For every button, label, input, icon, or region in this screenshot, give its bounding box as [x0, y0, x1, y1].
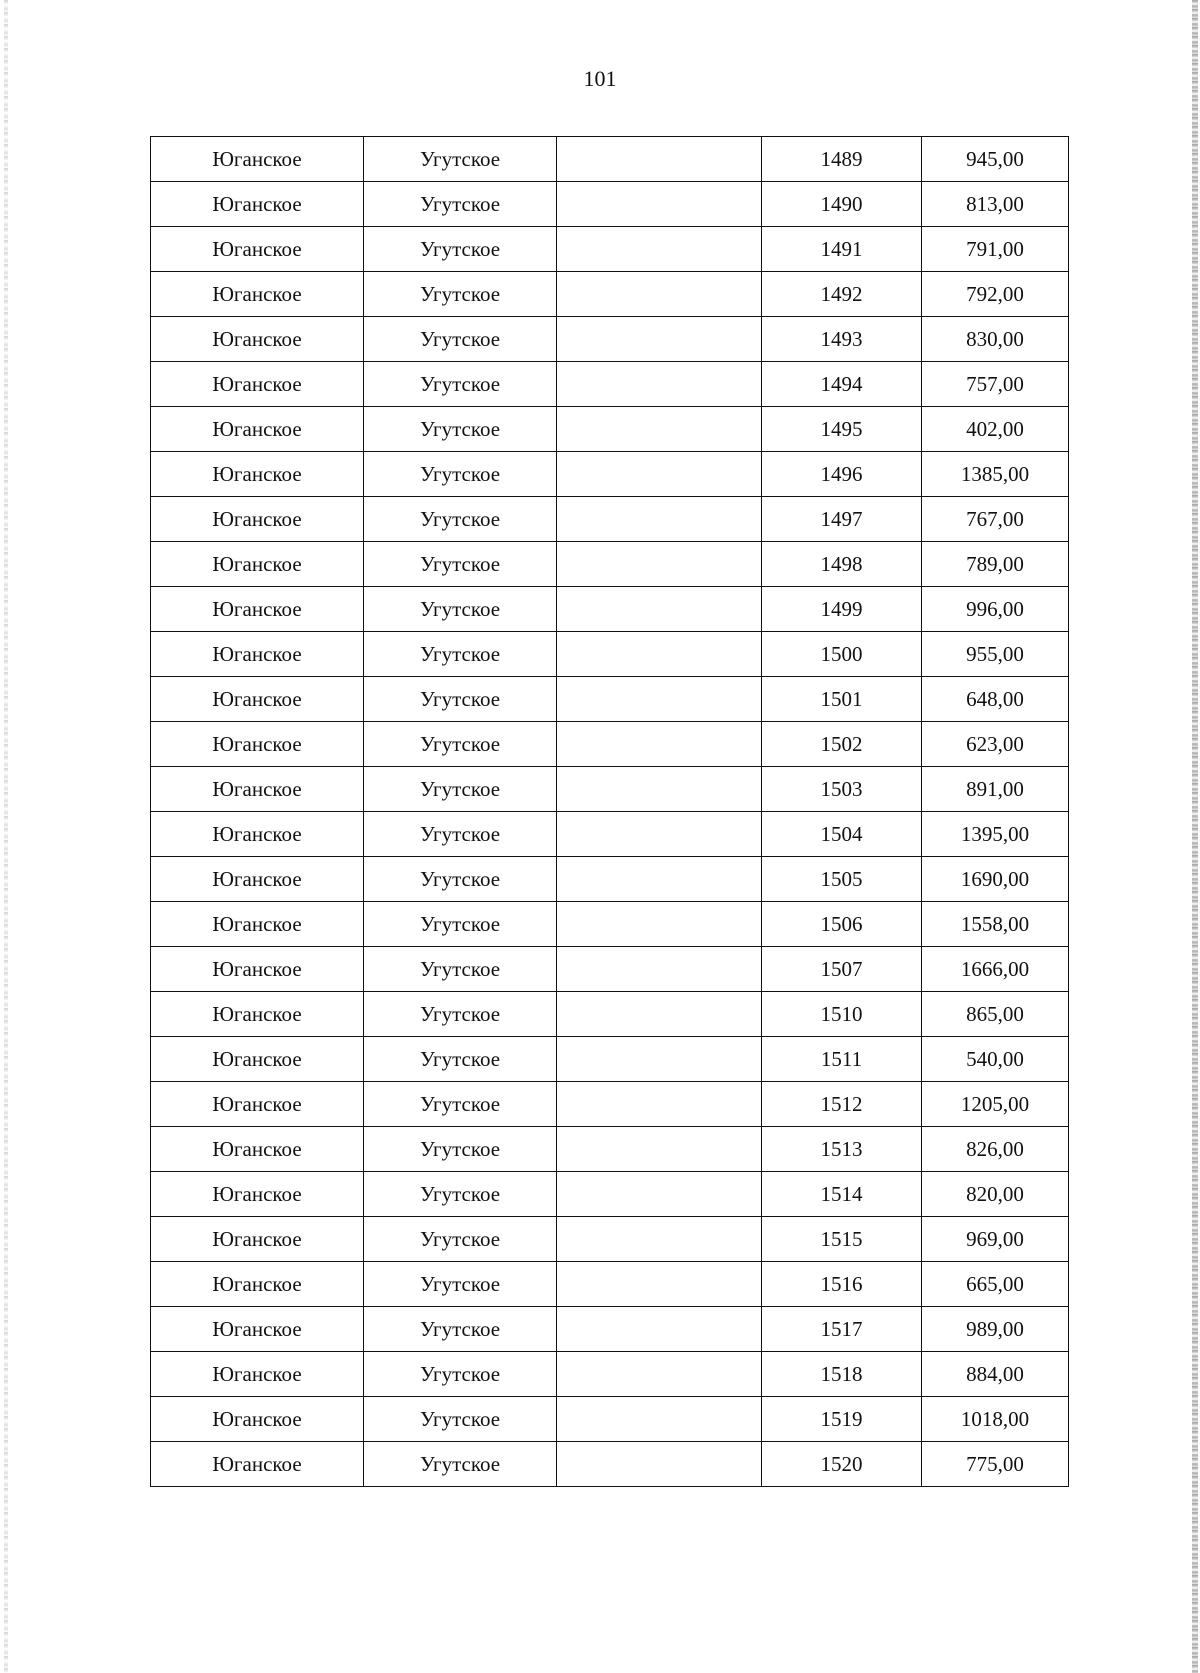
cell-note — [557, 947, 762, 992]
cell-value: 826,00 — [922, 1127, 1069, 1172]
cell-value: 813,00 — [922, 182, 1069, 227]
cell-value: 792,00 — [922, 272, 1069, 317]
table-row — [151, 1262, 1069, 1307]
cell-field-name: Юганское — [151, 407, 364, 452]
cell-plot-number: 1490 — [762, 182, 922, 227]
cell-plot-number: 1507 — [762, 947, 922, 992]
cell-area-name: Угутское — [364, 1172, 557, 1217]
cell-note — [557, 137, 762, 182]
cell-field-name: Юганское — [151, 362, 364, 407]
cell-value: 1666,00 — [922, 947, 1069, 992]
cell-field-name: Юганское — [151, 902, 364, 947]
cell-value: 791,00 — [922, 227, 1069, 272]
cell-field-name: Юганское — [151, 1307, 364, 1352]
scan-edge-left — [4, 0, 8, 1673]
cell-plot-number: 1515 — [762, 1217, 922, 1262]
cell-area-name: Угутское — [364, 1082, 557, 1127]
cell-plot-number: 1506 — [762, 902, 922, 947]
cell-value: 1385,00 — [922, 452, 1069, 497]
table-row — [151, 722, 1069, 767]
table-row — [151, 272, 1069, 317]
table-row — [151, 1082, 1069, 1127]
cell-field-name: Юганское — [151, 1397, 364, 1442]
cell-note — [557, 992, 762, 1037]
cell-area-name: Угутское — [364, 407, 557, 452]
cell-note — [557, 722, 762, 767]
table-row — [151, 1307, 1069, 1352]
cell-value: 775,00 — [922, 1442, 1069, 1487]
cell-field-name: Юганское — [151, 1262, 364, 1307]
cell-note — [557, 632, 762, 677]
table-row — [151, 1217, 1069, 1262]
cell-value: 996,00 — [922, 587, 1069, 632]
cell-value: 945,00 — [922, 137, 1069, 182]
table-row — [151, 677, 1069, 722]
cell-value: 865,00 — [922, 992, 1069, 1037]
cell-note — [557, 1082, 762, 1127]
table-row — [151, 857, 1069, 902]
cell-plot-number: 1502 — [762, 722, 922, 767]
cell-plot-number: 1489 — [762, 137, 922, 182]
cell-value: 884,00 — [922, 1352, 1069, 1397]
table-body — [151, 137, 1069, 1487]
cell-note — [557, 497, 762, 542]
cell-note — [557, 677, 762, 722]
cell-field-name: Юганское — [151, 182, 364, 227]
table-row — [151, 632, 1069, 677]
cell-area-name: Угутское — [364, 677, 557, 722]
cell-field-name: Юганское — [151, 1172, 364, 1217]
cell-note — [557, 407, 762, 452]
cell-area-name: Угутское — [364, 227, 557, 272]
table-row — [151, 902, 1069, 947]
cell-note — [557, 542, 762, 587]
cell-area-name: Угутское — [364, 497, 557, 542]
cell-plot-number: 1511 — [762, 1037, 922, 1082]
cell-note — [557, 767, 762, 812]
cell-plot-number: 1500 — [762, 632, 922, 677]
cell-note — [557, 812, 762, 857]
cell-area-name: Угутское — [364, 902, 557, 947]
cell-plot-number: 1512 — [762, 1082, 922, 1127]
cell-plot-number: 1519 — [762, 1397, 922, 1442]
cell-field-name: Юганское — [151, 992, 364, 1037]
cell-plot-number: 1518 — [762, 1352, 922, 1397]
cell-plot-number: 1517 — [762, 1307, 922, 1352]
table-row — [151, 1037, 1069, 1082]
cell-plot-number: 1510 — [762, 992, 922, 1037]
table-row — [151, 1352, 1069, 1397]
cell-area-name: Угутское — [364, 272, 557, 317]
cell-value: 623,00 — [922, 722, 1069, 767]
cell-value: 989,00 — [922, 1307, 1069, 1352]
cell-area-name: Угутское — [364, 722, 557, 767]
cell-note — [557, 1262, 762, 1307]
cell-plot-number: 1495 — [762, 407, 922, 452]
land-plot-table — [150, 136, 1069, 1487]
cell-field-name: Юганское — [151, 587, 364, 632]
cell-field-name: Юганское — [151, 1217, 364, 1262]
table-row — [151, 497, 1069, 542]
cell-value: 665,00 — [922, 1262, 1069, 1307]
cell-plot-number: 1503 — [762, 767, 922, 812]
table-row — [151, 407, 1069, 452]
cell-plot-number: 1494 — [762, 362, 922, 407]
page-number: 101 — [583, 66, 617, 91]
cell-value: 402,00 — [922, 407, 1069, 452]
cell-value: 1558,00 — [922, 902, 1069, 947]
table-row — [151, 992, 1069, 1037]
cell-note — [557, 362, 762, 407]
cell-field-name: Юганское — [151, 722, 364, 767]
cell-field-name: Юганское — [151, 947, 364, 992]
table-row — [151, 317, 1069, 362]
cell-plot-number: 1493 — [762, 317, 922, 362]
cell-value: 830,00 — [922, 317, 1069, 362]
cell-plot-number: 1497 — [762, 497, 922, 542]
cell-area-name: Угутское — [364, 992, 557, 1037]
cell-value: 1018,00 — [922, 1397, 1069, 1442]
cell-field-name: Юганское — [151, 542, 364, 587]
cell-note — [557, 1172, 762, 1217]
cell-value: 955,00 — [922, 632, 1069, 677]
scan-edge-right — [1192, 0, 1198, 1673]
cell-value: 891,00 — [922, 767, 1069, 812]
cell-note — [557, 1352, 762, 1397]
cell-area-name: Угутское — [364, 182, 557, 227]
table-row — [151, 452, 1069, 497]
cell-field-name: Юганское — [151, 1037, 364, 1082]
cell-plot-number: 1520 — [762, 1442, 922, 1487]
cell-note — [557, 1442, 762, 1487]
table-row — [151, 947, 1069, 992]
cell-field-name: Юганское — [151, 1442, 364, 1487]
table-row — [151, 587, 1069, 632]
cell-plot-number: 1499 — [762, 587, 922, 632]
cell-plot-number: 1498 — [762, 542, 922, 587]
cell-plot-number: 1505 — [762, 857, 922, 902]
table-row — [151, 1127, 1069, 1172]
cell-value: 648,00 — [922, 677, 1069, 722]
cell-value: 1205,00 — [922, 1082, 1069, 1127]
cell-area-name: Угутское — [364, 137, 557, 182]
cell-field-name: Юганское — [151, 857, 364, 902]
table-row — [151, 182, 1069, 227]
cell-field-name: Юганское — [151, 632, 364, 677]
table-row — [151, 1442, 1069, 1487]
cell-note — [557, 902, 762, 947]
cell-plot-number: 1501 — [762, 677, 922, 722]
cell-field-name: Юганское — [151, 767, 364, 812]
cell-field-name: Юганское — [151, 452, 364, 497]
cell-field-name: Юганское — [151, 497, 364, 542]
cell-area-name: Угутское — [364, 587, 557, 632]
cell-value: 789,00 — [922, 542, 1069, 587]
cell-plot-number: 1491 — [762, 227, 922, 272]
cell-area-name: Угутское — [364, 542, 557, 587]
table-row — [151, 542, 1069, 587]
cell-field-name: Юганское — [151, 1082, 364, 1127]
cell-field-name: Юганское — [151, 812, 364, 857]
cell-value: 767,00 — [922, 497, 1069, 542]
cell-note — [557, 1307, 762, 1352]
cell-field-name: Юганское — [151, 272, 364, 317]
cell-note — [557, 227, 762, 272]
cell-area-name: Угутское — [364, 767, 557, 812]
cell-field-name: Юганское — [151, 677, 364, 722]
table-row — [151, 1172, 1069, 1217]
cell-area-name: Угутское — [364, 1217, 557, 1262]
cell-value: 969,00 — [922, 1217, 1069, 1262]
cell-area-name: Угутское — [364, 1307, 557, 1352]
table-row — [151, 767, 1069, 812]
table-row — [151, 137, 1069, 182]
cell-field-name: Юганское — [151, 137, 364, 182]
cell-area-name: Угутское — [364, 812, 557, 857]
cell-area-name: Угутское — [364, 317, 557, 362]
cell-plot-number: 1513 — [762, 1127, 922, 1172]
cell-area-name: Угутское — [364, 947, 557, 992]
cell-note — [557, 857, 762, 902]
cell-area-name: Угутское — [364, 1397, 557, 1442]
table-row — [151, 362, 1069, 407]
cell-field-name: Юганское — [151, 1352, 364, 1397]
cell-note — [557, 317, 762, 362]
cell-value: 540,00 — [922, 1037, 1069, 1082]
cell-area-name: Угутское — [364, 1127, 557, 1172]
table-row — [151, 812, 1069, 857]
cell-note — [557, 1037, 762, 1082]
cell-plot-number: 1496 — [762, 452, 922, 497]
cell-field-name: Юганское — [151, 1127, 364, 1172]
cell-field-name: Юганское — [151, 227, 364, 272]
cell-field-name: Юганское — [151, 317, 364, 362]
cell-plot-number: 1492 — [762, 272, 922, 317]
cell-plot-number: 1516 — [762, 1262, 922, 1307]
cell-area-name: Угутское — [364, 362, 557, 407]
cell-area-name: Угутское — [364, 1037, 557, 1082]
table-row — [151, 227, 1069, 272]
cell-area-name: Угутское — [364, 857, 557, 902]
cell-plot-number: 1504 — [762, 812, 922, 857]
cell-value: 820,00 — [922, 1172, 1069, 1217]
cell-area-name: Угутское — [364, 1442, 557, 1487]
cell-note — [557, 452, 762, 497]
cell-value: 1395,00 — [922, 812, 1069, 857]
cell-note — [557, 272, 762, 317]
cell-note — [557, 182, 762, 227]
cell-value: 757,00 — [922, 362, 1069, 407]
cell-area-name: Угутское — [364, 452, 557, 497]
cell-note — [557, 1397, 762, 1442]
cell-note — [557, 1127, 762, 1172]
cell-value: 1690,00 — [922, 857, 1069, 902]
cell-area-name: Угутское — [364, 632, 557, 677]
cell-area-name: Угутское — [364, 1352, 557, 1397]
cell-note — [557, 587, 762, 632]
table-row — [151, 1397, 1069, 1442]
cell-area-name: Угутское — [364, 1262, 557, 1307]
cell-plot-number: 1514 — [762, 1172, 922, 1217]
cell-note — [557, 1217, 762, 1262]
